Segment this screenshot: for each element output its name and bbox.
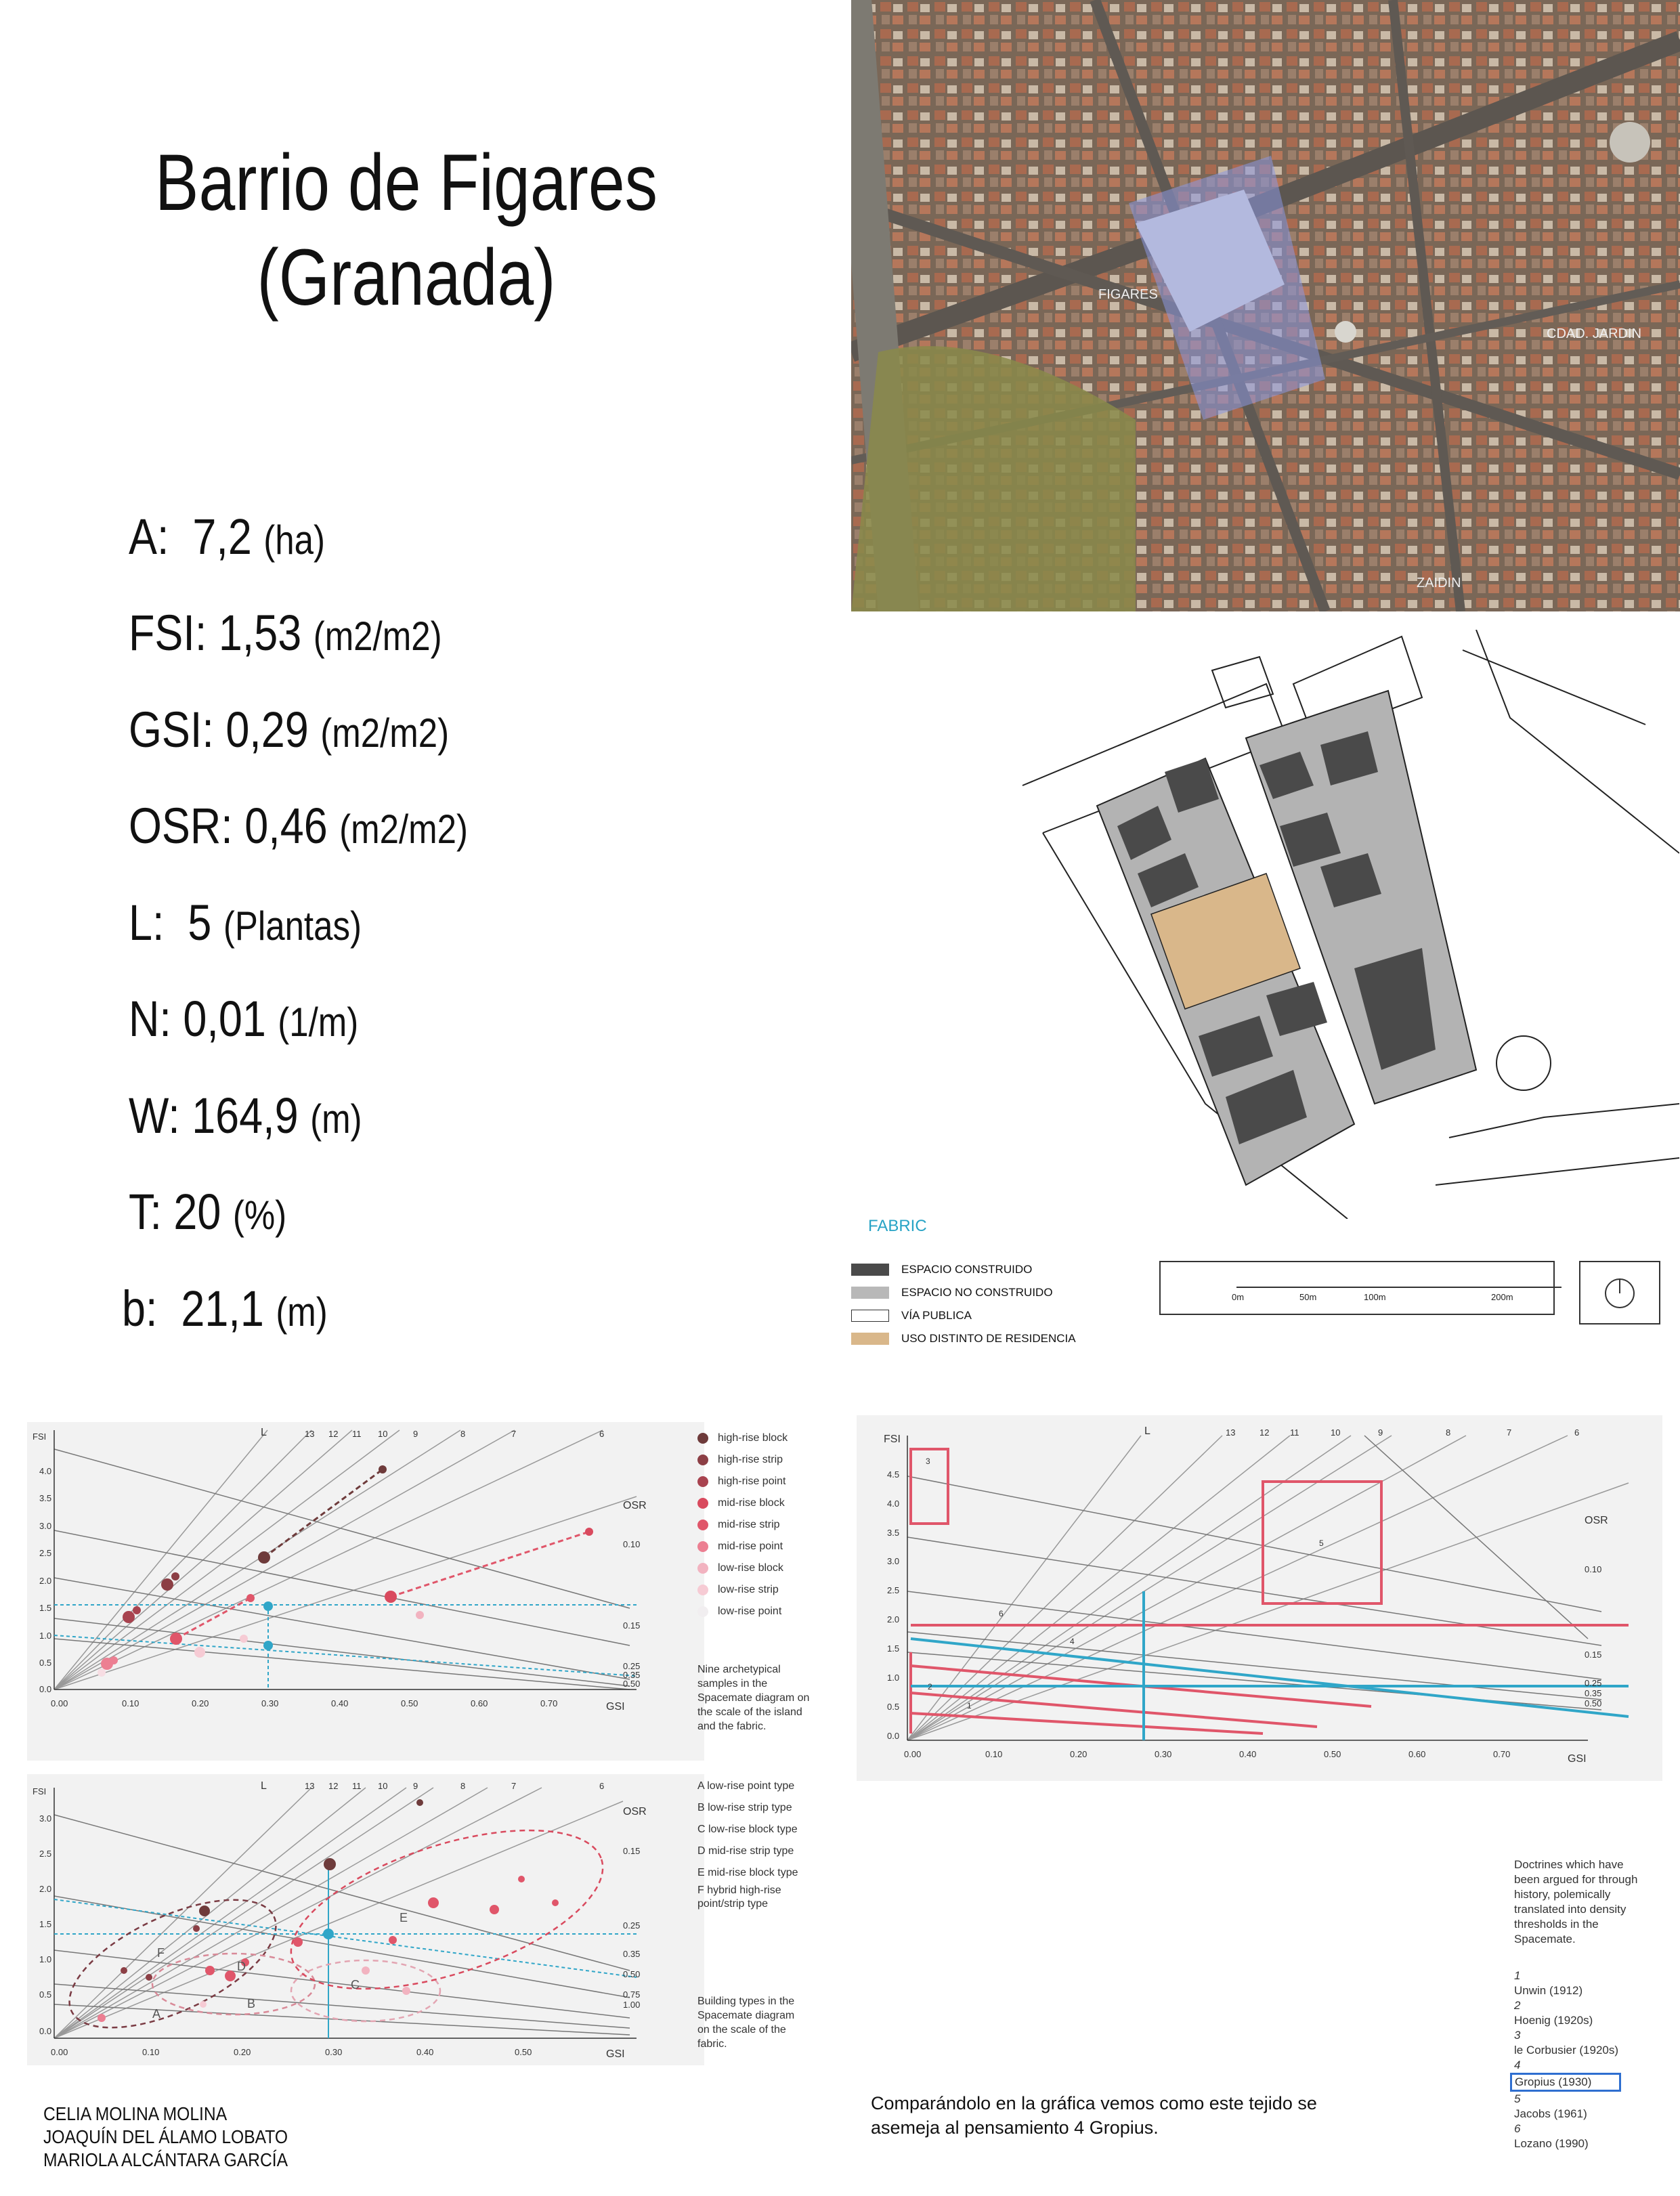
svg-text:1.0: 1.0 <box>39 1954 52 1964</box>
point-mid-rise-block <box>385 1591 397 1603</box>
chart-legend-types: A low-rise point type B low-rise strip type C low-rise block type D mid-rise strip type E mid-rise block type F hybrid high-rise point/strip type <box>697 1780 798 1910</box>
legend-swatch <box>851 1287 889 1299</box>
svg-text:8: 8 <box>1446 1427 1451 1438</box>
metric-row: GSI: 0,29 (m2/m2) <box>129 702 450 758</box>
point-high-rise-point <box>133 1606 141 1614</box>
svg-text:0.30: 0.30 <box>1155 1749 1172 1759</box>
legend-swatch <box>851 1333 889 1345</box>
svg-text:10: 10 <box>378 1429 388 1439</box>
svg-text:E: E <box>400 1911 408 1924</box>
svg-text:3: 3 <box>926 1457 930 1466</box>
svg-text:0.50: 0.50 <box>1324 1749 1341 1759</box>
aerial-label: FIGARES <box>1098 287 1158 302</box>
svg-text:0.50: 0.50 <box>1585 1698 1602 1708</box>
svg-text:C: C <box>351 1978 360 1992</box>
svg-text:11: 11 <box>1290 1427 1299 1438</box>
svg-text:0.10: 0.10 <box>1585 1564 1602 1574</box>
point-low-rise-point <box>98 1668 106 1677</box>
svg-text:A: A <box>152 2007 161 2021</box>
svg-text:OSR: OSR <box>623 1500 647 1511</box>
fabric-title: FABRIC <box>868 1217 927 1235</box>
highlight-point <box>263 1641 273 1650</box>
svg-text:0.5: 0.5 <box>887 1702 900 1712</box>
svg-text:0.25: 0.25 <box>623 1920 641 1931</box>
svg-text:0.0: 0.0 <box>39 2026 52 2036</box>
svg-text:9: 9 <box>1378 1427 1383 1438</box>
svg-text:10: 10 <box>378 1781 388 1791</box>
svg-text:GSI: GSI <box>606 1701 625 1713</box>
svg-text:0.20: 0.20 <box>234 2047 251 2057</box>
svg-text:3.5: 3.5 <box>39 1493 52 1503</box>
point-low-rise-strip <box>194 1647 205 1658</box>
svg-text:2.5: 2.5 <box>39 1849 52 1859</box>
svg-text:F: F <box>157 1946 165 1960</box>
svg-text:12: 12 <box>1259 1427 1270 1438</box>
point-high-rise-block <box>379 1465 387 1473</box>
svg-text:2.0: 2.0 <box>39 1576 52 1586</box>
spacemate-chart-types <box>27 1774 704 2065</box>
svg-text:4.0: 4.0 <box>887 1499 900 1509</box>
svg-text:0.20: 0.20 <box>1070 1749 1087 1759</box>
svg-text:13: 13 <box>305 1781 315 1791</box>
caption: Comparándolo en la gráfica vemos como este tejido se asemeja al pensamiento 4 Gropius. <box>871 2093 1317 2138</box>
svg-text:0.35: 0.35 <box>623 1670 641 1680</box>
svg-text:FSI: FSI <box>884 1434 901 1445</box>
page-title: Barrio de Figares (Granada) <box>154 138 658 322</box>
svg-text:6: 6 <box>999 1609 1004 1618</box>
svg-text:0.40: 0.40 <box>331 1698 349 1708</box>
svg-text:0.0: 0.0 <box>39 1684 52 1694</box>
svg-text:L: L <box>261 1780 267 1792</box>
metric-row: N: 0,01 (1/m) <box>129 991 359 1047</box>
svg-text:7: 7 <box>511 1781 517 1791</box>
svg-text:0.50: 0.50 <box>515 2047 532 2057</box>
svg-text:11: 11 <box>352 1429 362 1439</box>
svg-text:0.70: 0.70 <box>540 1698 558 1708</box>
svg-text:D: D <box>237 1960 246 1973</box>
chart-note-samples: Nine archetypical samples in the Spacemate diagram on the scale of the island and the fabric. <box>697 1664 810 1732</box>
svg-text:0.00: 0.00 <box>51 1698 68 1708</box>
point-mid-rise-block <box>585 1528 593 1536</box>
svg-text:0.40: 0.40 <box>1239 1749 1257 1759</box>
svg-text:0.10: 0.10 <box>623 1539 641 1549</box>
metric-row: T: 20 (%) <box>129 1184 287 1240</box>
svg-text:10: 10 <box>1331 1427 1341 1438</box>
svg-text:0.25: 0.25 <box>623 1661 641 1671</box>
svg-text:0.5: 0.5 <box>39 1658 52 1668</box>
svg-text:0.35: 0.35 <box>1585 1688 1602 1698</box>
svg-text:0.20: 0.20 <box>192 1698 209 1708</box>
svg-text:6: 6 <box>1574 1427 1580 1438</box>
svg-text:4.5: 4.5 <box>887 1469 900 1480</box>
svg-text:B: B <box>247 1997 256 2010</box>
fabric-plan <box>1002 630 1679 1219</box>
svg-text:5: 5 <box>1319 1538 1324 1548</box>
svg-text:1.5: 1.5 <box>887 1643 900 1654</box>
doctrines-note: Doctrines which have been argued for through history, polemically translated into density thresholds in the Spacemate. <box>1514 1858 1638 1945</box>
svg-text:7: 7 <box>511 1429 517 1439</box>
svg-text:6: 6 <box>599 1781 605 1791</box>
svg-text:2: 2 <box>928 1682 932 1692</box>
point-mid-rise-point <box>110 1656 118 1664</box>
svg-text:FSI: FSI <box>33 1786 47 1796</box>
svg-text:3.0: 3.0 <box>39 1521 52 1531</box>
svg-text:7: 7 <box>1507 1427 1512 1438</box>
svg-text:12: 12 <box>328 1429 339 1439</box>
svg-text:0.5: 0.5 <box>39 1989 52 2000</box>
point-low-rise-strip <box>240 1635 248 1643</box>
point-high-rise-point <box>123 1611 135 1623</box>
point-high-rise-strip <box>171 1572 179 1580</box>
svg-text:0.35: 0.35 <box>623 1949 641 1959</box>
svg-text:6: 6 <box>599 1429 605 1439</box>
svg-text:GSI: GSI <box>606 2048 625 2060</box>
svg-text:0.30: 0.30 <box>325 2047 343 2057</box>
svg-text:8: 8 <box>460 1429 466 1439</box>
point-high-rise-strip <box>161 1578 173 1591</box>
gropius-highlight: Gropius (1930) <box>1510 2073 1621 2092</box>
metric-row: A: 7,2 (ha) <box>129 509 326 565</box>
svg-text:3.0: 3.0 <box>39 1813 52 1824</box>
highlight-point <box>263 1601 273 1611</box>
svg-text:L: L <box>1144 1425 1150 1437</box>
svg-text:2.0: 2.0 <box>887 1614 900 1624</box>
chart-note-types: Building types in the Spacemate diagram on the scale of the fabric. <box>697 1996 795 2050</box>
svg-text:13: 13 <box>305 1429 315 1439</box>
svg-text:0.25: 0.25 <box>1585 1678 1602 1688</box>
svg-text:0.10: 0.10 <box>985 1749 1003 1759</box>
metric-row: FSI: 1,53 (m2/m2) <box>129 605 442 661</box>
point-mid-rise-strip <box>170 1633 182 1645</box>
highlight-point <box>323 1929 334 1939</box>
svg-text:0.50: 0.50 <box>623 1679 641 1689</box>
legend-swatch <box>851 1310 889 1322</box>
svg-text:0.75: 0.75 <box>623 1989 641 2000</box>
svg-text:0.50: 0.50 <box>623 1969 641 1979</box>
svg-text:0.10: 0.10 <box>122 1698 139 1708</box>
svg-text:1.0: 1.0 <box>39 1631 52 1641</box>
svg-text:12: 12 <box>328 1781 339 1791</box>
scale-bar: 0m 50m 100m 200m <box>1159 1261 1555 1315</box>
svg-text:0.60: 0.60 <box>1408 1749 1426 1759</box>
svg-text:0.00: 0.00 <box>904 1749 922 1759</box>
aerial-map-illustration <box>851 0 1680 611</box>
svg-text:FSI: FSI <box>33 1431 47 1442</box>
metric-row: W: 164,9 (m) <box>129 1088 362 1144</box>
svg-text:8: 8 <box>460 1781 466 1791</box>
legend-swatch <box>851 1264 889 1276</box>
svg-text:0.30: 0.30 <box>261 1698 279 1708</box>
svg-text:3.0: 3.0 <box>887 1556 900 1566</box>
svg-text:0.15: 0.15 <box>623 1620 641 1631</box>
svg-text:0.60: 0.60 <box>471 1698 488 1708</box>
north-arrow <box>1579 1261 1660 1325</box>
svg-text:2.5: 2.5 <box>39 1548 52 1558</box>
svg-text:0.15: 0.15 <box>623 1846 641 1856</box>
svg-text:11: 11 <box>352 1781 362 1791</box>
svg-text:1.5: 1.5 <box>39 1919 52 1929</box>
svg-text:0.15: 0.15 <box>1585 1650 1602 1660</box>
svg-text:13: 13 <box>1226 1427 1236 1438</box>
point-low-rise-block <box>416 1611 424 1619</box>
spacemate-chart-doctrines <box>857 1415 1662 1781</box>
chart-legend-samples: high-rise block high-rise strip high-rise point mid-rise block mid-rise strip mid-rise point low-rise block low-rise strip low-rise point <box>697 1427 788 1622</box>
svg-text:0.70: 0.70 <box>1493 1749 1511 1759</box>
aerial-photo <box>851 0 1680 611</box>
svg-text:1.5: 1.5 <box>39 1603 52 1613</box>
point-high-rise-block <box>258 1551 270 1564</box>
svg-text:0.40: 0.40 <box>416 2047 434 2057</box>
svg-text:4: 4 <box>1070 1637 1075 1646</box>
svg-text:0.0: 0.0 <box>887 1731 900 1741</box>
metric-row: b: 21,1 (m) <box>122 1280 328 1337</box>
aerial-label: ZAIDIN <box>1417 576 1461 590</box>
svg-text:0.10: 0.10 <box>142 2047 160 2057</box>
svg-text:OSR: OSR <box>1585 1515 1608 1526</box>
svg-text:0.50: 0.50 <box>401 1698 418 1708</box>
svg-text:1: 1 <box>967 1701 972 1710</box>
authors: CELIA MOLINA MOLINA JOAQUÍN DEL ÁLAMO LOBATO MARIOLA ALCÁNTARA GARCÍA <box>43 2103 288 2170</box>
fabric-legend: ESPACIO CONSTRUIDO ESPACIO NO CONSTRUIDO VÍA PUBLICA USO DISTINTO DE RESIDENCIA <box>851 1258 1076 1350</box>
svg-text:GSI: GSI <box>1568 1753 1587 1765</box>
metric-row: OSR: 0,46 (m2/m2) <box>129 798 469 854</box>
svg-text:2.5: 2.5 <box>887 1585 900 1595</box>
svg-text:OSR: OSR <box>623 1806 647 1817</box>
svg-text:9: 9 <box>413 1781 418 1791</box>
svg-text:4.0: 4.0 <box>39 1466 52 1476</box>
point-mid-rise-strip <box>246 1594 255 1602</box>
svg-text:9: 9 <box>413 1429 418 1439</box>
svg-text:1.0: 1.0 <box>887 1673 900 1683</box>
metric-row: L: 5 (Plantas) <box>129 895 362 951</box>
svg-text:1.00: 1.00 <box>623 2000 641 2010</box>
svg-text:3.5: 3.5 <box>887 1528 900 1538</box>
aerial-label: CDAD. JARDIN <box>1547 326 1642 341</box>
svg-text:0.00: 0.00 <box>51 2047 68 2057</box>
doctrines-list: 1 Unwin (1912) 2 Hoenig (1920s) 3 le Corbusier (1920s) 4 Gropius (1930) 5 Jacobs (1961) 6 Lozano (1990) <box>1514 1968 1621 2151</box>
svg-text:2.0: 2.0 <box>39 1884 52 1894</box>
svg-text:L: L <box>261 1427 267 1438</box>
